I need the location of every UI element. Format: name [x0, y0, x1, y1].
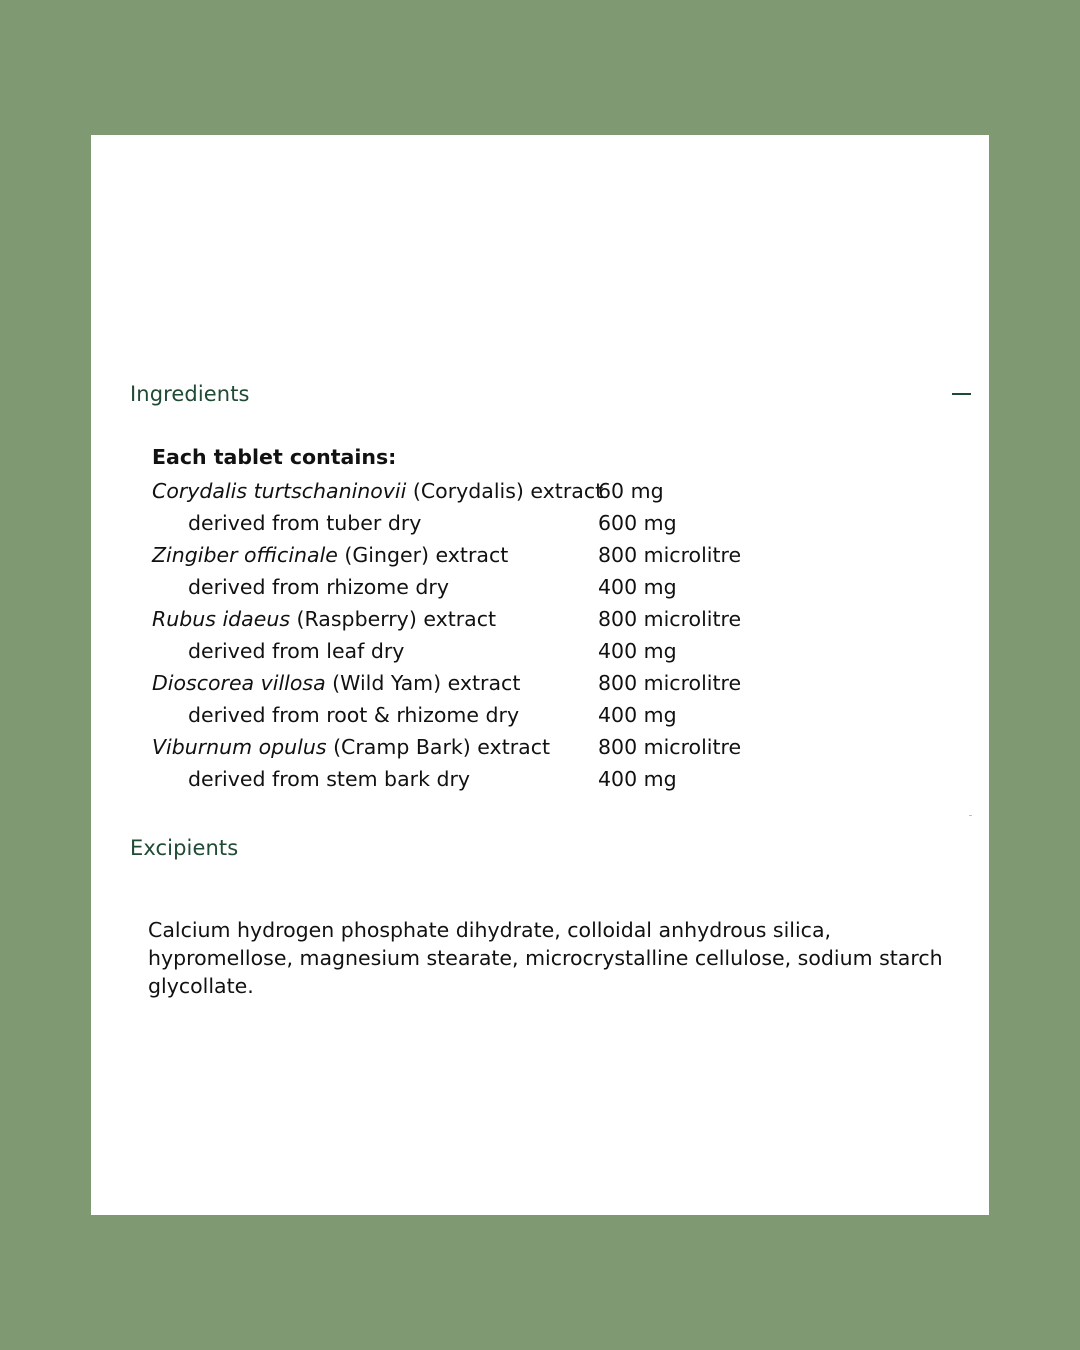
minus-icon[interactable]	[952, 393, 971, 395]
ingredient-row	[152, 603, 741, 635]
ingredients-heading[interactable]: Ingredients	[130, 382, 250, 406]
ingredient-source-row	[152, 763, 741, 795]
ingredient-amount: 800 microlitre	[598, 607, 742, 631]
source-description: derived from rhizome dry	[188, 575, 449, 599]
ingredients-table	[152, 443, 741, 795]
source-description: derived from stem bark dry	[188, 767, 471, 791]
excipients-text: Calcium hydrogen phosphate dihydrate, colloidal anhydrous silica, hypromellose, magnesium stearate, microcrystalline cellulose, sodium starch glycollate.	[148, 918, 943, 998]
ingredient-amount: 400 mg	[598, 703, 677, 727]
common-name: (Wild Yam) extract	[325, 671, 521, 695]
ingredient-row	[152, 731, 741, 763]
product-info-card	[91, 135, 989, 1215]
latin-name: Corydalis turtschaninovii	[152, 479, 407, 503]
ingredient-amount: 800 microlitre	[598, 543, 742, 567]
ingredient-row	[152, 475, 741, 507]
ingredient-source-row	[152, 635, 741, 667]
ingredient-amount: 60 mg	[598, 479, 664, 503]
latin-name: Rubus idaeus	[152, 607, 290, 631]
ingredient-amount: 400 mg	[598, 639, 677, 663]
latin-name: Zingiber officinale	[152, 543, 338, 567]
ingredient-row	[152, 667, 741, 699]
ingredient-row	[152, 539, 741, 571]
latin-name: Viburnum opulus	[152, 735, 327, 759]
ingredient-source-row	[152, 507, 741, 539]
ingredient-amount: 400 mg	[598, 767, 677, 791]
latin-name: Dioscorea villosa	[152, 671, 326, 695]
divider-mark	[969, 815, 972, 816]
ingredients-table-header: Each tablet contains:	[152, 445, 397, 469]
source-description: derived from root & rhizome dry	[188, 703, 520, 727]
ingredient-amount: 600 mg	[598, 511, 677, 535]
source-description: derived from tuber dry	[188, 511, 422, 535]
common-name: (Raspberry) extract	[290, 607, 497, 631]
common-name: (Cramp Bark) extract	[326, 735, 551, 759]
excipients-heading[interactable]: Excipients	[130, 836, 239, 860]
common-name: (Corydalis) extract	[406, 479, 604, 503]
ingredient-source-row	[152, 699, 741, 731]
common-name: (Ginger) extract	[337, 543, 509, 567]
ingredient-amount: 400 mg	[598, 575, 677, 599]
source-description: derived from leaf dry	[188, 639, 405, 663]
ingredient-amount: 800 microlitre	[598, 735, 742, 759]
ingredient-amount: 800 microlitre	[598, 671, 742, 695]
ingredient-source-row	[152, 571, 741, 603]
